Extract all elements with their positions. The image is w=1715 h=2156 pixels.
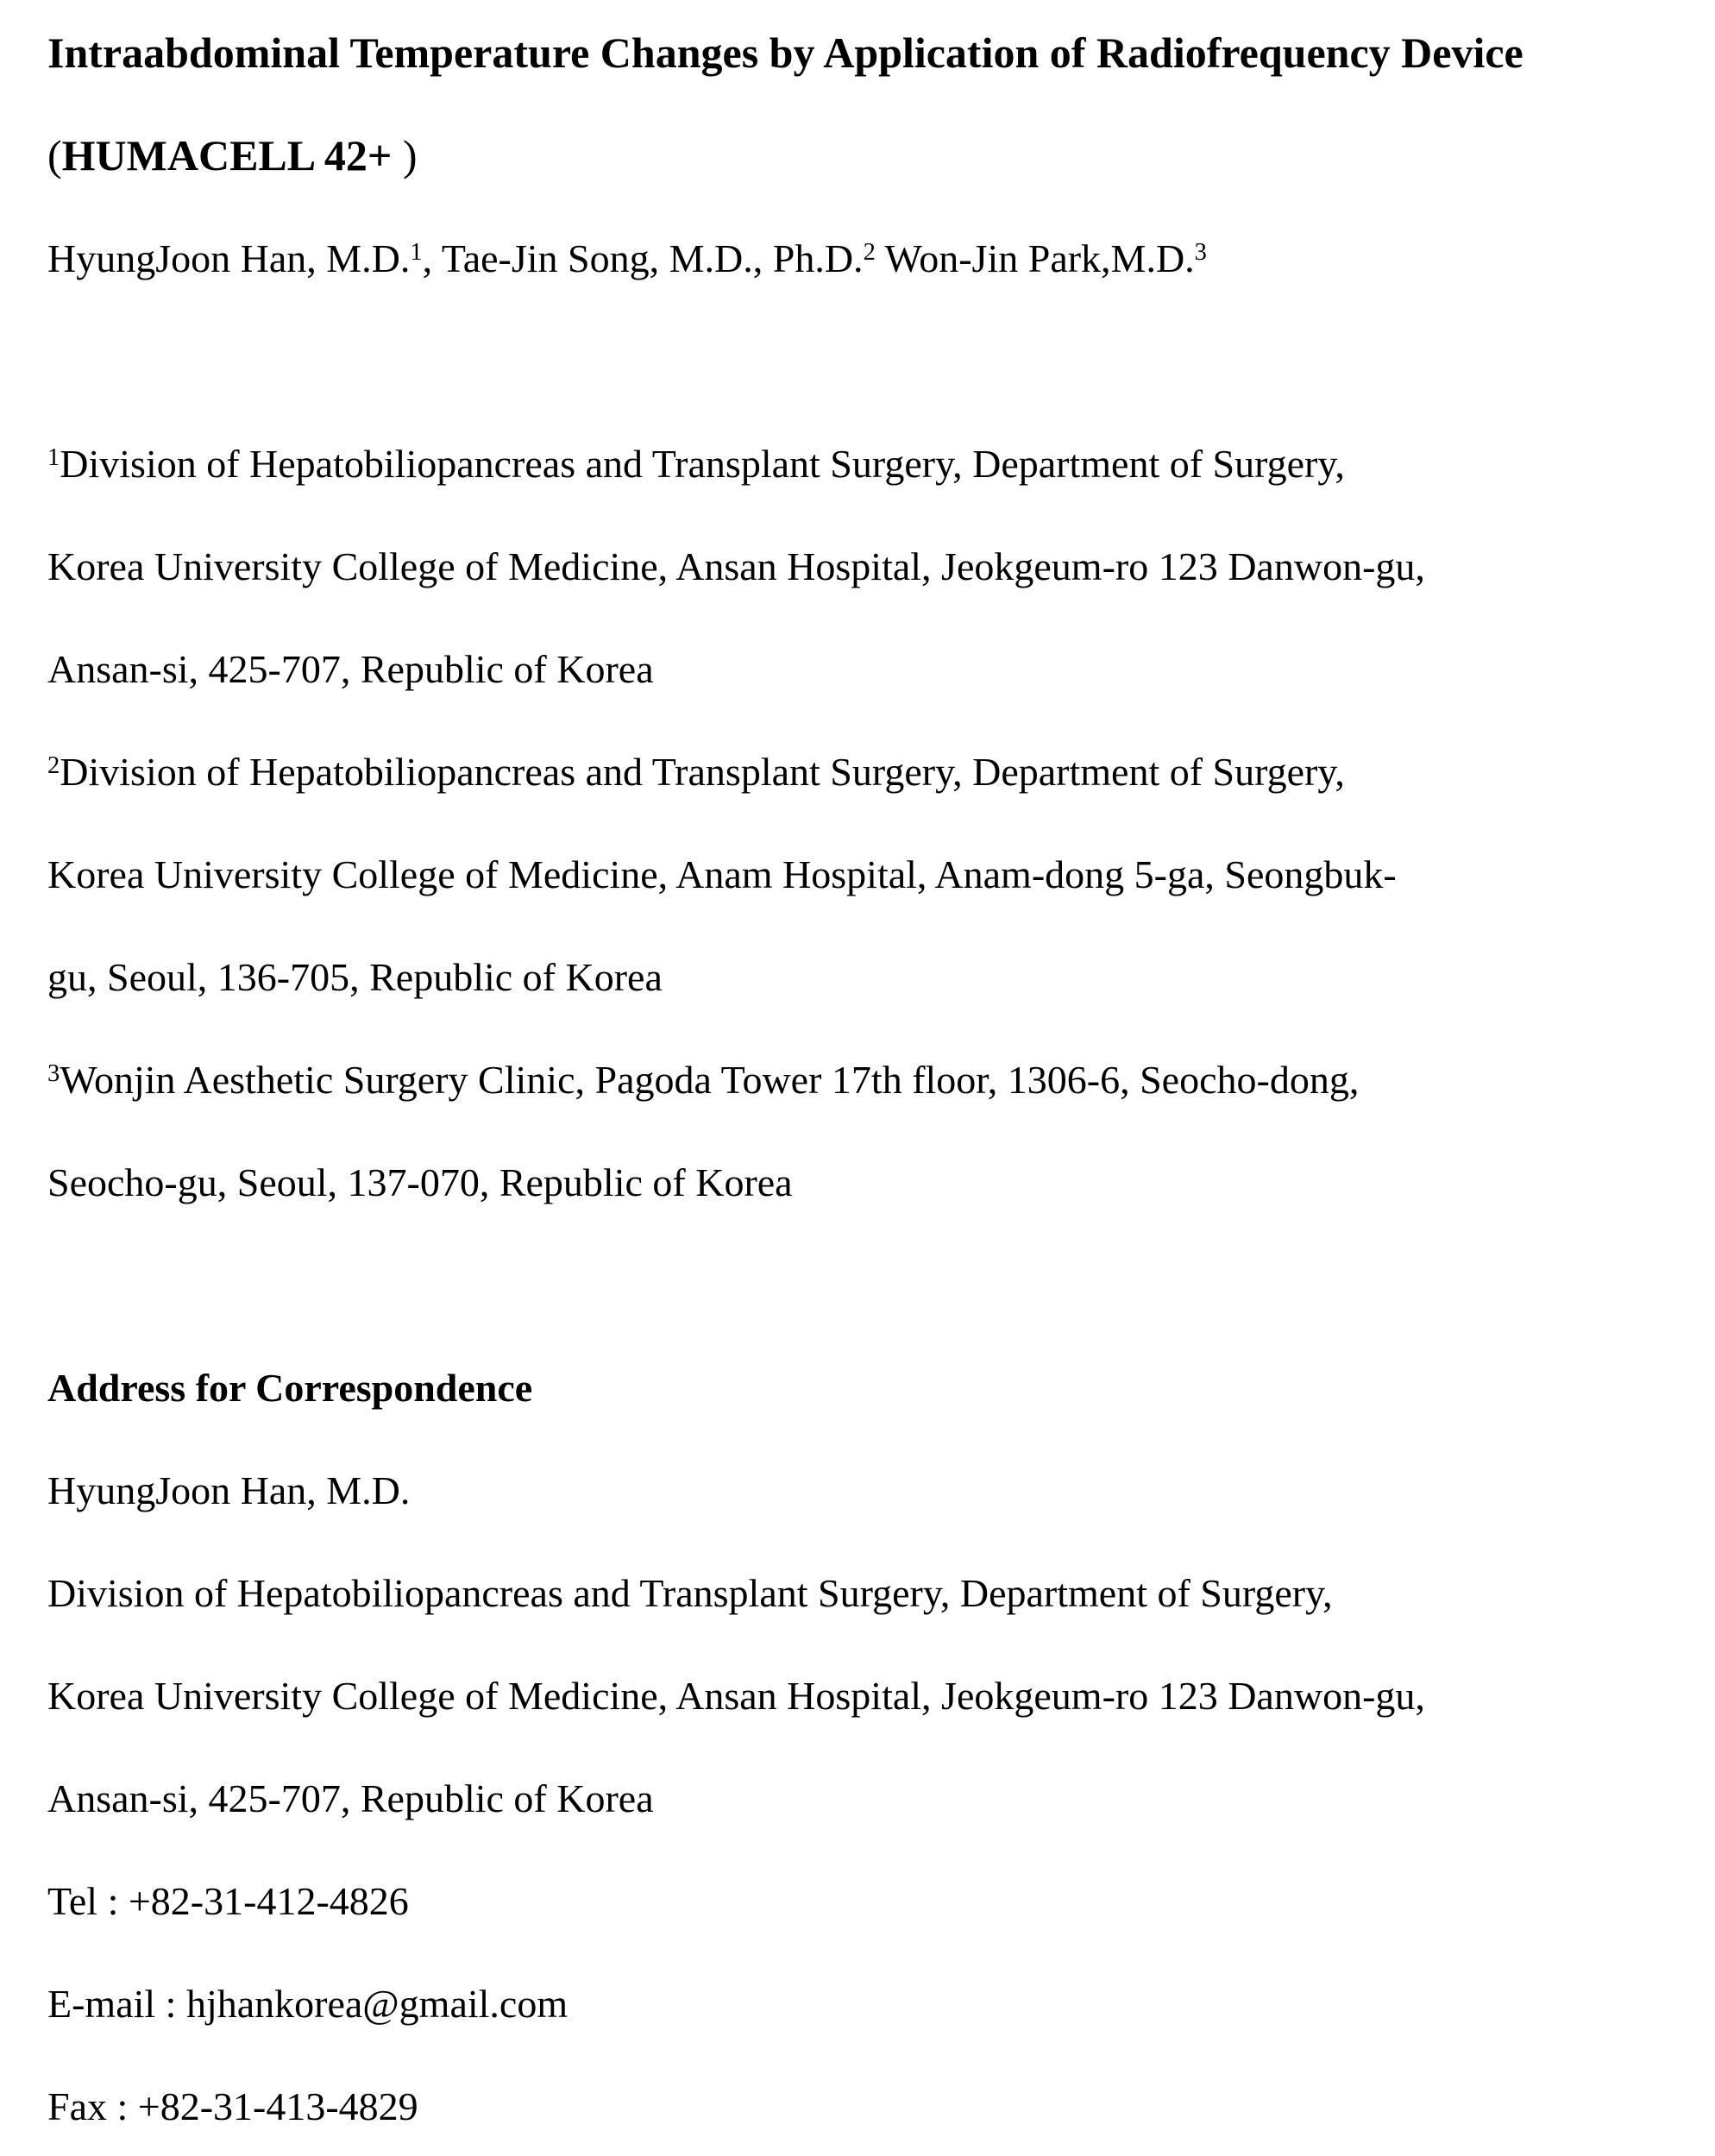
affiliation-2-line-3: gu, Seoul, 136-705, Republic of Korea bbox=[47, 955, 663, 999]
spacer bbox=[47, 1234, 1663, 1336]
paper-title-line1: Intraabdominal Temperature Changes by Application of Radiofrequency Device bbox=[47, 28, 1523, 77]
affiliation-3-marker: 3 bbox=[47, 1059, 60, 1087]
correspondence-heading: Address for Correspondence bbox=[47, 1366, 533, 1410]
author-2-affiliation-marker: 2 bbox=[863, 238, 876, 266]
author-3-affiliation-marker: 3 bbox=[1194, 238, 1207, 266]
affiliation-3-line-2: Seocho-gu, Seoul, 137-070, Republic of Korea bbox=[47, 1160, 793, 1204]
correspondence-division: Division of Hepatobiliopancreas and Transplant Surgery, Department of Surgery, bbox=[47, 1571, 1333, 1615]
author-1-affiliation-marker: 1 bbox=[410, 238, 423, 266]
author-2-name: , Tae-Jin Song, M.D., Ph.D. bbox=[422, 236, 864, 280]
affiliation-1-line-2: Korea University College of Medicine, Ansan Hospital, Jeokgeum-ro 123 Danwon-gu, bbox=[47, 544, 1425, 588]
affiliation-2-marker: 2 bbox=[47, 751, 60, 779]
affiliation-1-line-1 bbox=[47, 412, 1663, 515]
affiliation-1-line-3: Ansan-si, 425-707, Republic of Korea bbox=[47, 647, 654, 691]
correspondence-institution: Korea University College of Medicine, Ansan Hospital, Jeokgeum-ro 123 Danwon-gu, bbox=[47, 1674, 1425, 1718]
spacer bbox=[47, 310, 1663, 412]
correspondence-tel: Tel : +82-31-412-4826 bbox=[47, 1879, 409, 1923]
affiliation-2-line-2: Korea University College of Medicine, Anam Hospital, Anam-dong 5-ga, Seongbuk- bbox=[47, 852, 1397, 896]
authors-line bbox=[47, 207, 1663, 310]
author-1-name: HyungJoon Han, M.D. bbox=[47, 236, 411, 280]
title-paren-close: ) bbox=[392, 131, 418, 179]
device-name: HUMACELL 42+ bbox=[61, 131, 393, 179]
affiliation-1-text: Division of Hepatobiliopancreas and Transplant Surgery, Department of Surgery, bbox=[60, 442, 1345, 486]
paper-title-line2 bbox=[47, 104, 1663, 207]
correspondence-name: HyungJoon Han, M.D. bbox=[47, 1468, 411, 1512]
affiliation-1-marker: 1 bbox=[47, 443, 60, 471]
correspondence-city: Ansan-si, 425-707, Republic of Korea bbox=[47, 1776, 654, 1820]
affiliation-2-text: Division of Hepatobiliopancreas and Transplant Surgery, Department of Surgery, bbox=[60, 750, 1345, 794]
author-3-name: Won-Jin Park,M.D. bbox=[875, 236, 1195, 280]
affiliation-2-line-1 bbox=[47, 720, 1663, 823]
title-paren-open: ( bbox=[47, 131, 62, 179]
affiliation-3-text: Wonjin Aesthetic Surgery Clinic, Pagoda Tower 17th floor, 1306-6, Seocho-dong, bbox=[60, 1058, 1360, 1102]
correspondence-fax: Fax : +82-31-413-4829 bbox=[47, 2084, 418, 2128]
correspondence-email: E-mail : hjhankorea@gmail.com bbox=[47, 1982, 569, 2026]
affiliation-3-line-1 bbox=[47, 1028, 1663, 1131]
